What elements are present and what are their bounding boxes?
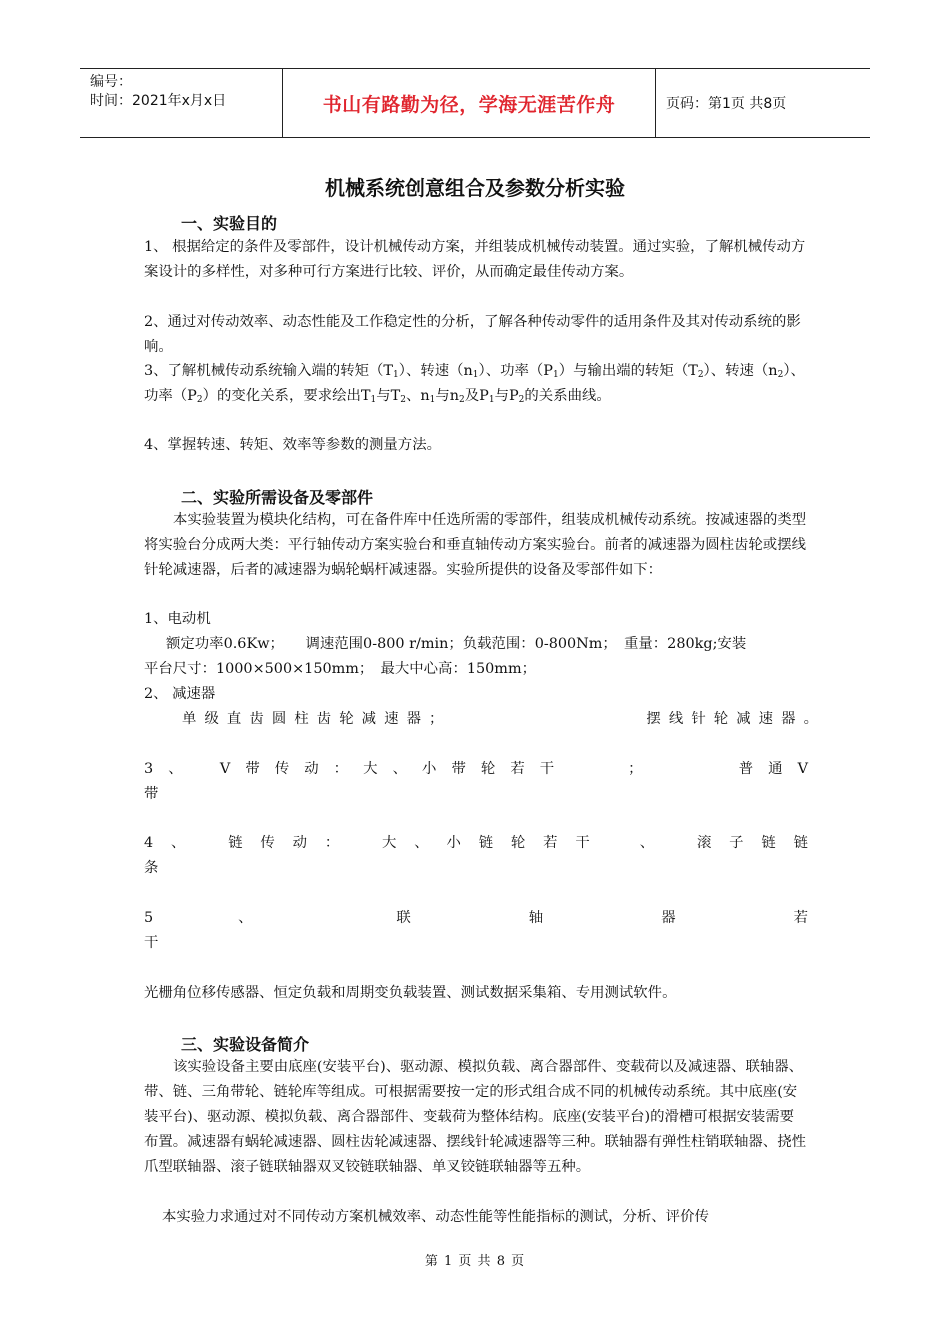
purpose-paragraph-2: 2、通过对传动效率、动态性能及工作稳定性的分析，了解各种传动零件的适用条件及其对传动系统的影响。	[144, 314, 801, 355]
purpose-paragraph-3: 3、了解机械传动系统输入端的转矩$(T_1)$、转速$(n_1)$、功率$(P_1)$与输出端的转矩$(T_2)$、转速$(n_2)$、功率$(P_2)$的变化关系，要求绘出$T_1$与$T_2$、$n_1$与$n_2$及$P_1$与$P_2$的关系曲线。	[144, 363, 805, 405]
document-title: 机械系统创意组合及参数分析实验	[325, 176, 625, 200]
motto-text: 书山有路勤为径，学海无涯苦作舟	[322, 93, 616, 116]
number-label: 编号：	[90, 74, 132, 90]
purpose-paragraph-1: 1、 根据给定的条件及零部件，设计机械传动方案，并组装成机械传动装置。通过实验，了解机械传动方案设计的多样性，对多种可行方案进行比较、评价，从而确定最佳传动方案。	[144, 239, 806, 280]
page-footer: 第 1 页 共 8 页	[424, 1254, 526, 1269]
purpose-paragraph-4: 4、掌握转速、转矩、效率等参数的测量方法。	[144, 437, 441, 453]
page-label: 页码：第1页 共8页	[666, 96, 787, 112]
overview-paragraph-2: 本实验力求通过对不同传动方案机械效率、动态性能等性能指标的测试，分析、评价传	[162, 1209, 709, 1225]
item-chain-cont: 条	[144, 860, 159, 876]
sensors-line: 光栅角位移传感器、恒定负载和周期变负载装置、测试数据采集箱、专用测试软件。	[144, 985, 677, 1001]
item-coupling: 5 、 联 轴 器 若	[144, 910, 808, 926]
item-chain: 4、 链传动： 大、小链轮若干 、 滚子链链	[144, 835, 808, 851]
item-v-belt-cont: 带	[144, 786, 159, 802]
equipment-intro: 本实验装置为模块化结构，可在备件库中任选所需的零部件，组装成机械传动系统。按减速器的类型将实验台分成两大类：平行轴传动方案实验台和垂直轴传动方案实验台。前者的减速器为圆柱齿轮或摆线针轮减速器，后者的减速器为蜗轮蜗杆减速器。实验所提供的设备及零部件如下：	[144, 512, 807, 578]
motor-spec-line-1: 额定功率0.6Kw； 调速范围0-800 r/min；负载范围：0-800Nm； 重量：280kg;安装	[166, 636, 747, 652]
item-reducer: 2、 减速器	[144, 686, 216, 702]
section-heading-overview: 三、实验设备简介	[181, 1035, 310, 1054]
item-coupling-cont: 干	[144, 935, 159, 951]
item-motor: 1、电动机	[144, 611, 211, 627]
section-heading-purpose: 一、实验目的	[181, 214, 278, 233]
header-motto-cell	[282, 69, 656, 137]
reducer-types: 单级直齿圆柱齿轮减速器； 摆线针轮减速器。	[182, 711, 818, 727]
page-header	[80, 68, 870, 138]
overview-paragraph-1: 该实验设备主要由底座(安装平台)、驱动源、模拟负载、离合器部件、变载荷以及减速器、联轴器、带、链、三角带轮、链轮库等组成。可根据需要按一定的形式组合成不同的机械传动系统。其中底座(安装平台)、驱动源、模拟负载、离合器部件、变载荷为整体结构。底座(安装平台)的滑槽可根据安装需要布置。减速器有蜗轮减速器、圆柱齿轮减速器、摆线针轮减速器等三种。联轴器有弹性柱销联轴器、挠性爪型联轴器、滚子链联轴器双叉铰链联轴器、单叉铰链联轴器等五种。	[144, 1059, 806, 1175]
item-v-belt: 3、 V带传动：大、小带轮若干 ； 普通V	[144, 761, 808, 777]
motor-spec-line-2: 平台尺寸：1000×500×150mm； 最大中心高：150mm；	[144, 661, 536, 677]
header-meta	[90, 73, 282, 111]
section-heading-equipment: 二、实验所需设备及零部件	[181, 488, 374, 507]
date-label: 时间：2021年x月x日	[90, 93, 227, 109]
